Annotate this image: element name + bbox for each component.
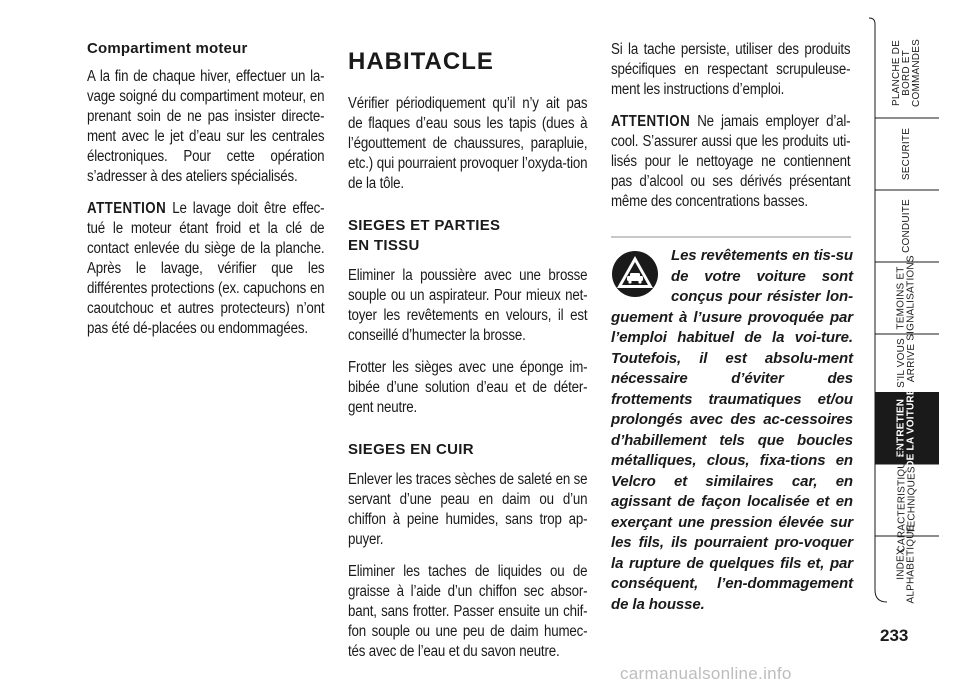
section-heading-fabric: SIEGES ET PARTIES EN TISSU bbox=[348, 217, 501, 254]
attention-paragraph: ATTENTION Ne jamais employer d’al-cool. S’assurer aussi que les produits uti-lisés pour le nettoyage ne contiennent pas d’alcool ou ses dérivés présentant même des concentrations basses. bbox=[611, 113, 851, 210]
attention-label: ATTENTION bbox=[87, 200, 167, 217]
paragraph: Enlever les traces sèches de saleté en se servant d’une peau en daim ou d’un chiffon à peine humides, sans trop ap-puyer. bbox=[348, 471, 588, 548]
page-title: HABITACLE bbox=[348, 48, 494, 75]
chapter-tab-7[interactable] bbox=[875, 524, 939, 604]
chapter-tab-0[interactable] bbox=[875, 28, 939, 118]
chapter-tab-label: CARACTERISTIQUES TECHNIQUES bbox=[896, 447, 918, 553]
attention-label: ATTENTION bbox=[611, 113, 691, 130]
chapter-tab-4[interactable] bbox=[875, 334, 939, 392]
chapter-tab-label: SECURITE bbox=[900, 127, 912, 181]
section-heading-leather: SIEGES EN CUIR bbox=[348, 441, 474, 458]
attention-paragraph: ATTENTION Le lavage doit être effec-tué le moteur étant froid et la clé de contact enlevée du siège de la planche. Après le lavage, vérifier que les différentes protections (ex. capuchons en caoutchouc et autres protecteurs) n’ont pas été dé-placées ou endommagées. bbox=[87, 200, 325, 337]
paragraph: A la fin de chaque hiver, effectuer un la-vage soigné du compartiment moteur, en prenant soin de ne pas insister directe-ment avec le jet d’eau sur les centrales électroniques. Pour cette opération s’adresser à des ateliers spécialisés. bbox=[87, 68, 325, 185]
chapter-tab-label: ENTRETIEN DE LA VOITURE bbox=[896, 388, 917, 468]
paragraph: Si la tache persiste, utiliser des produits spécifiques en respectant scrupuleuse-ment les instructions d’emploi. bbox=[611, 41, 851, 98]
paragraph: Eliminer la poussière avec une brosse souple ou un aspirateur. Pour mieux net-toyer les revêtements en velours, il est conseillé d’humecter la brosse. bbox=[348, 267, 588, 344]
warning-divider bbox=[611, 236, 851, 238]
chapter-tab-3[interactable] bbox=[875, 255, 939, 341]
warning-box bbox=[611, 246, 853, 615]
chapter-tab-2[interactable] bbox=[875, 190, 939, 262]
chapter-tab-label: INDEX ALPHABETIQUE bbox=[896, 524, 917, 604]
chapter-tab-label: S’IL VOUS ARRIVE bbox=[896, 338, 917, 388]
paragraph: Vérifier périodiquement qu’il n’y ait pas de flaques d’eau sous les tapis (dues à l’égouttement de chaussures, parapluie, etc.) qui pourraient provoquer l’oxyda-tion de la tôle. bbox=[348, 95, 588, 192]
warning-text: Les revêtements en tis-su de votre voiture sont conçus pour résister lon-guement à l’usure provoquée par l’emploi habituel de la voi-ture. Toutefois, il est absolu-ment nécessaire d’éviter des frottements traumatiques et/ou prolongés avec des ac-cessoires d’habillement tels que boucles métalliques, clous, fixa-tions en Velcro et similaires car, en agissant de façon localisée et en exerçant une pression élevée sur les fils, ils pourraient pro-voquer la rupture de quelques fils et, par conséquent, l’en-dommagement de la housse. bbox=[611, 247, 853, 613]
page-number: 233 bbox=[880, 626, 909, 645]
chapter-tab-label: TEMOINS ET SIGNALISATIONS bbox=[896, 255, 918, 341]
column-right bbox=[611, 40, 851, 224]
warning-triangle-icon bbox=[611, 246, 671, 306]
chapter-tabs bbox=[869, 0, 960, 692]
column-middle bbox=[348, 40, 588, 674]
paragraph: Eliminer les taches de liquides ou de graisse à l’aide d’un chiffon sec absor-bant, sans frotter. Passer ensuite un chif-fon souple ou une peu de daim humec-tés avec de l’eau et du savon neutre. bbox=[348, 563, 588, 660]
chapter-tab-label: CONDUITE bbox=[900, 199, 912, 253]
section-heading-engine: Compartiment moteur bbox=[87, 40, 248, 57]
chapter-tab-1[interactable] bbox=[875, 118, 939, 190]
chapter-tab-label: PLANCHE DE BORD ET COMMANDES bbox=[891, 39, 923, 107]
paragraph: Frotter les sièges avec une éponge im-bibée d’une solution d’eau et de déter-gent neutre. bbox=[348, 359, 588, 416]
watermark-text: carmanualsonline.info bbox=[620, 664, 792, 683]
column-left bbox=[87, 40, 325, 351]
